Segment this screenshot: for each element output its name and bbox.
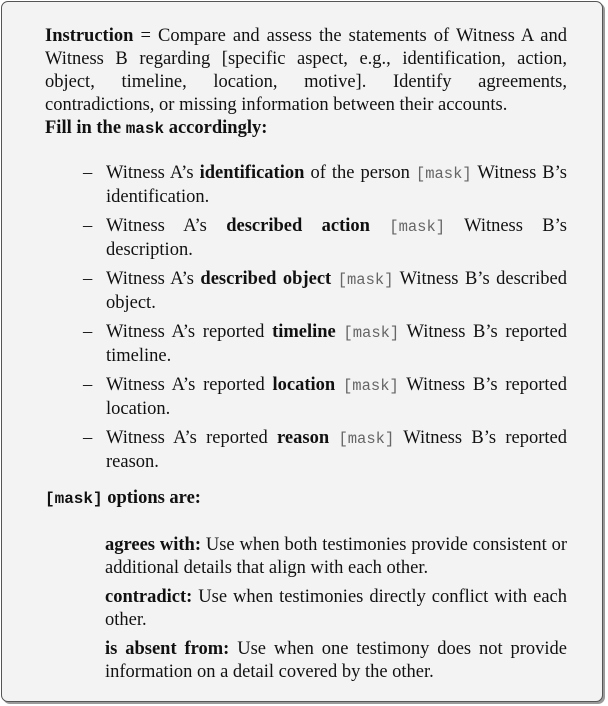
instruction-paragraph <box>45 25 567 117</box>
mask-token: [mask] <box>415 165 472 183</box>
item-post: Witness B’s reported reason. <box>106 428 568 472</box>
dash: – <box>83 322 93 342</box>
option-desc: Use when both testimonies provide consistent or additional details that align with each other. <box>105 535 567 578</box>
options-title-code: [mask] <box>45 490 103 508</box>
list-item-identification <box>83 162 567 209</box>
options-title-text: options are: <box>102 488 201 508</box>
item-pre: Witness A’s reported <box>106 375 273 395</box>
list-item-timeline <box>83 321 567 368</box>
prompt-box <box>1 1 603 702</box>
option-desc: Use when testimonies directly conflict with each other. <box>105 587 567 630</box>
mask-token: [mask] <box>389 218 446 236</box>
list-item-location <box>83 374 567 421</box>
list-item-object <box>83 268 567 315</box>
list-item-action <box>83 215 567 262</box>
item-pre: Witness A’s <box>106 269 201 289</box>
option-desc: Use when one testimony does not provide information on a detail covered by the other. <box>105 639 567 682</box>
item-aspect: timeline <box>272 322 336 342</box>
item-post: Witness B’s description. <box>106 216 567 260</box>
fill-code: mask <box>125 120 165 138</box>
fill-suffix: accordingly: <box>164 118 268 138</box>
option-term: contradict: <box>105 587 193 607</box>
list-item-reason <box>83 427 567 474</box>
fill-line <box>45 117 567 141</box>
options-title <box>45 487 201 511</box>
dash: – <box>83 428 93 448</box>
dash: – <box>83 269 93 289</box>
instruction-eq: = <box>133 26 158 46</box>
prompt-content <box>45 25 568 682</box>
comparison-list <box>83 162 567 480</box>
item-post: Witness B’s reported location. <box>106 375 568 419</box>
item-aspect: described action <box>226 216 370 236</box>
mask-token: [mask] <box>343 377 399 395</box>
item-post: Witness B’s described object. <box>106 269 567 313</box>
item-aspect: reason <box>277 428 330 448</box>
option-agrees <box>105 534 567 580</box>
option-contradict <box>105 586 567 632</box>
instruction-text: Compare and assess the statements of Witness A and Witness B regarding [specific aspect, e.g., identification, action, object, timeline, location, motive]. Identify agreements, contradictions, or missing information between their accounts. <box>45 26 568 115</box>
item-mid <box>335 375 343 395</box>
mask-token: [mask] <box>343 324 400 342</box>
fill-prefix: Fill in the <box>45 118 126 138</box>
option-absent <box>105 638 567 684</box>
item-mid <box>370 216 389 236</box>
mask-token: [mask] <box>337 271 394 289</box>
instruction-label: Instruction <box>45 26 134 46</box>
item-post: Witness B’s reported timeline. <box>106 322 568 366</box>
item-aspect: described object <box>200 269 332 289</box>
item-pre: Witness A’s <box>106 163 200 183</box>
item-aspect: location <box>272 375 336 395</box>
option-term: is absent from: <box>105 639 230 659</box>
item-pre: Witness A’s reported <box>106 322 273 342</box>
dash: – <box>83 163 93 183</box>
option-term: agrees with: <box>105 535 201 555</box>
dash: – <box>83 216 93 236</box>
item-aspect: identification <box>199 163 305 183</box>
item-mid: of the person <box>304 163 416 183</box>
item-pre: Witness A’s <box>106 216 227 236</box>
item-post: Witness B’s identification. <box>106 163 567 207</box>
mask-token: [mask] <box>338 430 395 448</box>
dash: – <box>83 375 93 395</box>
item-pre: Witness A’s reported <box>106 428 278 448</box>
options-list <box>105 534 567 690</box>
